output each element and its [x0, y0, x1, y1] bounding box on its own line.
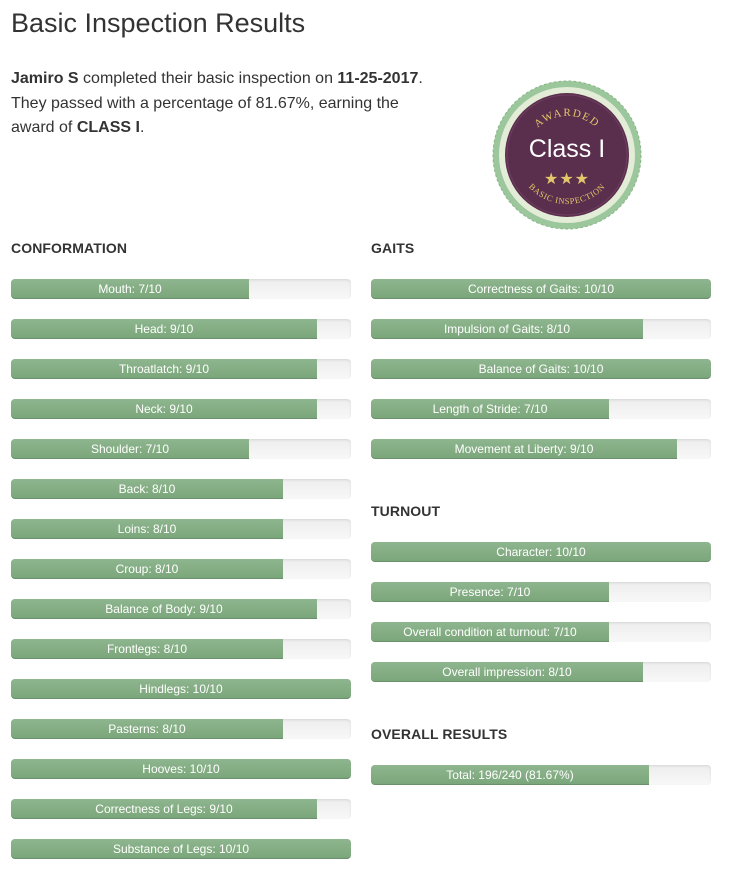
score-bar: [11, 399, 351, 419]
score-label: Length of Stride: 7/10: [432, 402, 548, 416]
score-bar-fill: [11, 839, 351, 859]
score-label: Balance of Gaits: 10/10: [478, 362, 604, 376]
score-bar: [371, 439, 711, 459]
score-bar-fill: [11, 439, 249, 459]
score-label: Total: 196/240 (81.67%): [446, 768, 574, 782]
section-title-turnout: TURNOUT: [371, 503, 441, 519]
section-title-overall: OVERALL RESULTS: [371, 726, 508, 742]
score-bar-fill: [11, 719, 283, 739]
score-label: Neck: 9/10: [135, 402, 193, 416]
score-label: Croup: 8/10: [115, 562, 179, 576]
score-bar: [371, 319, 711, 339]
score-bar: [11, 719, 351, 739]
score-bar-fill: [371, 399, 609, 419]
score-label: Substance of Legs: 10/10: [112, 842, 250, 856]
score-bar-fill: [11, 279, 249, 299]
score-bar: [11, 759, 351, 779]
score-label: Hooves: 10/10: [142, 762, 220, 776]
summary-line-3-suffix: .: [139, 119, 145, 136]
score-label: Loins: 8/10: [117, 522, 177, 536]
score-label: Overall condition at turnout: 7/10: [403, 625, 577, 639]
award-class: CLASS I: [76, 119, 140, 136]
score-bar-fill: [371, 542, 711, 562]
score-bar: [11, 799, 351, 819]
score-bar: [11, 439, 351, 459]
score-bar-fill: [11, 599, 317, 619]
score-bar-fill: [11, 399, 317, 419]
score-label: Mouth: 7/10: [98, 282, 162, 296]
badge-stars: ★★★: [543, 169, 591, 188]
score-bar-fill: [11, 799, 317, 819]
score-label: Shoulder: 7/10: [90, 442, 170, 456]
score-label: Throatlatch: 9/10: [118, 362, 210, 376]
score-bar-fill: [371, 765, 649, 785]
score-label: Movement at Liberty: 9/10: [454, 442, 594, 456]
score-bar: [371, 622, 711, 642]
score-bar-fill: [11, 679, 351, 699]
badge-class-text: Class I: [528, 135, 606, 163]
score-label: Correctness of Gaits: 10/10: [467, 282, 615, 296]
score-bar-fill: [371, 582, 609, 602]
score-bar: [11, 679, 351, 699]
score-bar: [11, 519, 351, 539]
score-bar-fill: [11, 479, 283, 499]
summary-text-2: .: [418, 70, 423, 87]
score-bar: [11, 639, 351, 659]
score-label: Balance of Body: 9/10: [105, 602, 223, 616]
score-label: Character: 10/10: [496, 545, 586, 559]
score-bar: [371, 399, 711, 419]
section-title-conformation: CONFORMATION: [11, 240, 128, 256]
score-bar-fill: [11, 319, 317, 339]
score-label: Presence: 7/10: [449, 585, 531, 599]
horse-name: Jamiro S: [11, 70, 79, 87]
award-badge: [487, 80, 647, 230]
score-bar-fill: [371, 279, 711, 299]
score-bar-fill: [371, 662, 643, 682]
summary-line-3-prefix: award of: [11, 119, 77, 136]
score-bar-fill: [11, 519, 283, 539]
score-bar-fill: [11, 639, 283, 659]
score-bar-fill: [371, 622, 609, 642]
score-bar: [371, 279, 711, 299]
badge-bottom-text: BASIC INSPECTION: [527, 181, 607, 207]
score-label: Frontlegs: 8/10: [106, 642, 188, 656]
score-bar: [11, 479, 351, 499]
score-bar-fill: [11, 759, 351, 779]
score-bar-fill: [11, 359, 317, 379]
summary-line-2: They passed with a percentage of 81.67%, earning the: [11, 94, 399, 112]
score-label: Overall impression: 8/10: [442, 665, 572, 679]
score-bar: [371, 582, 711, 602]
page-title: Basic Inspection Results: [11, 8, 306, 38]
score-bar: [371, 662, 711, 682]
score-label: Hindlegs: 10/10: [139, 682, 223, 696]
score-bar: [11, 319, 351, 339]
score-bar: [11, 559, 351, 579]
score-bar: [11, 279, 351, 299]
inspection-summary: [11, 67, 461, 141]
score-bar-fill: [371, 359, 711, 379]
score-bar: [371, 542, 711, 562]
summary-text-1: completed their basic inspection on: [78, 70, 338, 87]
score-bar: [11, 599, 351, 619]
score-label: Impulsion of Gaits: 8/10: [443, 322, 571, 336]
section-title-gaits: GAITS: [371, 240, 415, 256]
score-label: Head: 9/10: [134, 322, 194, 336]
score-bar: [11, 359, 351, 379]
score-bar-fill: [371, 319, 643, 339]
score-bar-fill: [371, 439, 677, 459]
score-bar: [371, 765, 711, 785]
score-label: Pasterns: 8/10: [108, 722, 186, 736]
badge-top-text: AWARDED: [532, 106, 602, 131]
score-label: Correctness of Legs: 9/10: [95, 802, 233, 816]
score-bar: [11, 839, 351, 859]
score-bar-fill: [11, 559, 283, 579]
score-label: Back: 8/10: [118, 482, 176, 496]
score-bar: [371, 359, 711, 379]
inspection-date: 11-25-2017: [337, 70, 419, 87]
